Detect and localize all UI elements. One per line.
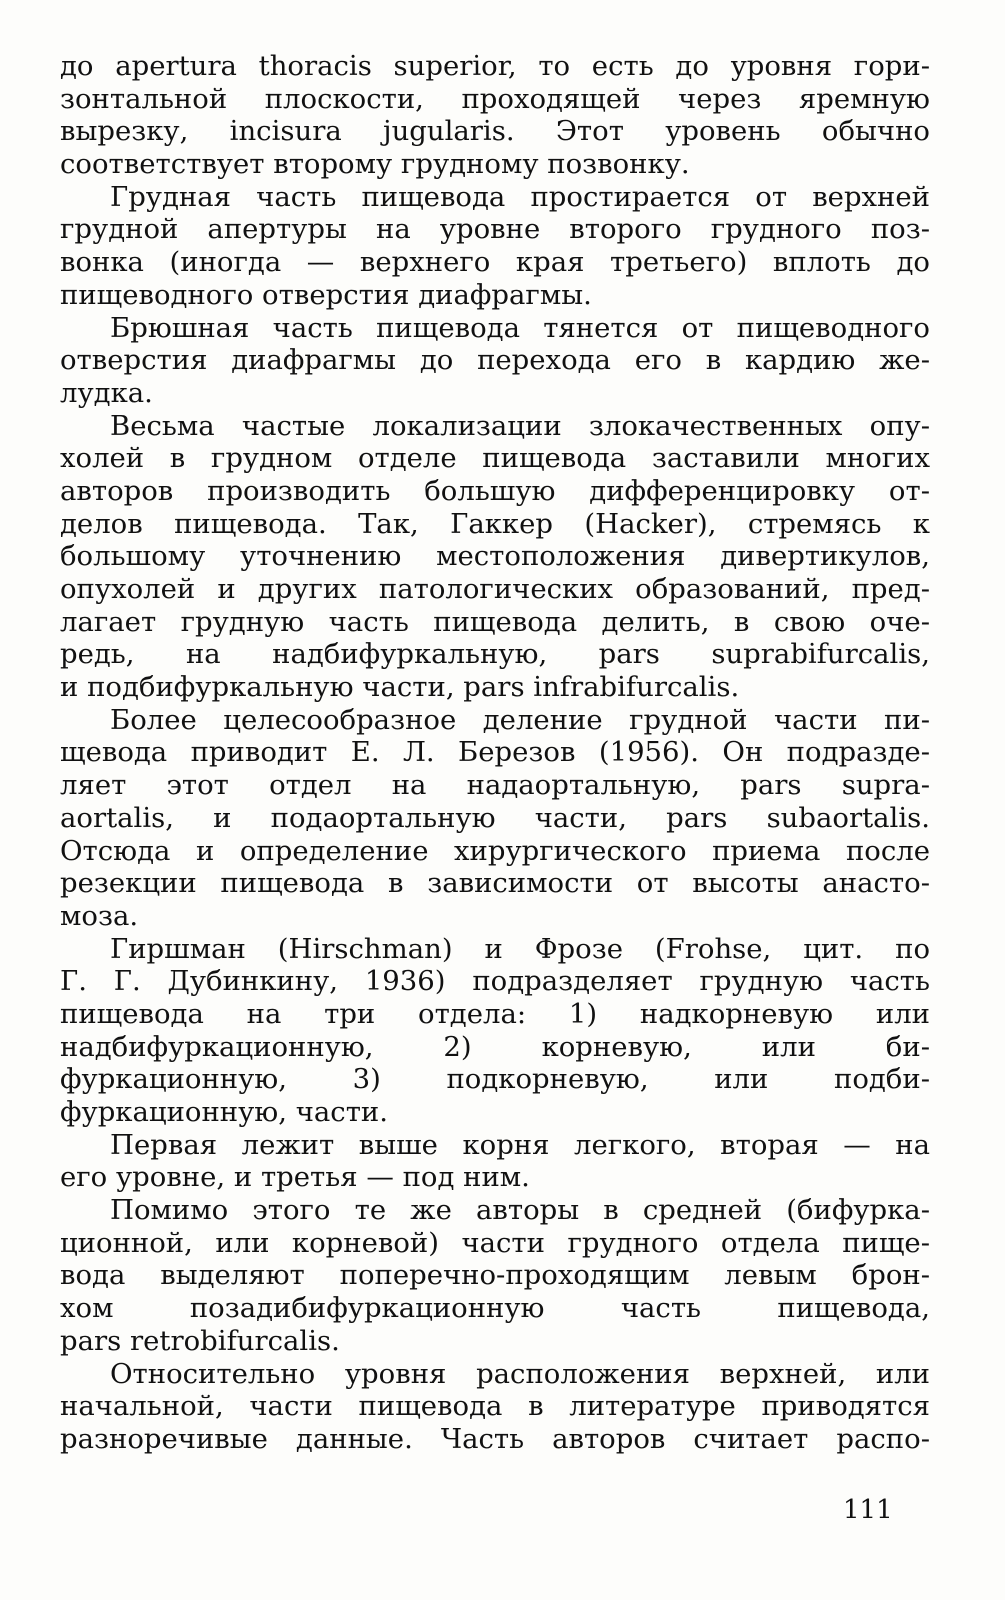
text-line: Более целесообразное деление грудной части пи- <box>110 703 930 736</box>
text-line: и подбифуркальную части, pars infrabifurcalis. <box>60 671 740 704</box>
text-line: aortalis, и подаортальную части, pars subaortalis. <box>60 801 930 834</box>
text-line: авторов производить большую дифференцировку от- <box>60 474 930 507</box>
text-line: пищеводного отверстия диафрагмы. <box>60 278 592 311</box>
text-line: фуркационную, 3) подкорневую, или подби- <box>60 1063 930 1096</box>
text-line: хом позадибифуркационную часть пищевода, <box>60 1292 930 1325</box>
text-line: грудной апертуры на уровне второго грудного поз- <box>60 213 930 246</box>
text-line: вонка (иногда — верхнего края третьего) вплоть до <box>60 246 930 279</box>
text-line: зонтальной плоскости, проходящей через яремную <box>60 82 930 115</box>
text-line: пищевода на три отдела: 1) надкорневую или <box>60 997 930 1030</box>
text-line: редь, на надбифуркальную, pars suprabifurcalis, <box>60 638 930 671</box>
text-line: резекции пищевода в зависимости от высоты анасто- <box>60 867 930 900</box>
text-line: вода выделяют поперечно-проходящим левым брон- <box>60 1259 930 1292</box>
text-line: Относительно уровня расположения верхней, или <box>110 1357 930 1390</box>
text-line: отверстия диафрагмы до перехода его в кардию же- <box>60 344 930 377</box>
text-line: делов пищевода. Так, Гаккер (Hacker), стремясь к <box>60 507 930 540</box>
text-line: надбифуркационную, 2) корневую, или би- <box>60 1030 930 1063</box>
text-line: Помимо этого те же авторы в средней (бифурка- <box>110 1194 930 1227</box>
text-line: моза. <box>60 899 139 932</box>
text-line: его уровне, и третья — под ним. <box>60 1161 530 1194</box>
text-line: начальной, части пищевода в литературе приводятся <box>60 1390 930 1423</box>
text-line: до apertura thoracis superior, то есть до уровня гори- <box>60 50 930 82</box>
text-line: разноречивые данные. Часть авторов считает распо- <box>60 1422 930 1455</box>
text-line: лагает грудную часть пищевода делить, в свою оче- <box>60 605 930 638</box>
text-line: холей в грудном отделе пищевода заставили многих <box>60 442 930 475</box>
page-number: 111 <box>843 1495 893 1525</box>
text-line: Грудная часть пищевода простирается от верхней <box>110 180 930 213</box>
text-line: фуркационную, части. <box>60 1096 388 1128</box>
text-line: опухолей и других патологических образований, пред- <box>60 573 930 605</box>
text-line: лудка. <box>60 376 153 409</box>
text-line: Отсюда и определение хирургического приема после <box>60 834 930 867</box>
text-line: щевода приводит Е. Л. Березов (1956). Он подразде- <box>60 736 930 769</box>
text-line: pars retrobifurcalis. <box>60 1324 340 1357</box>
text-line: Г. Г. Дубинкину, 1936) подразделяет грудную часть <box>60 965 930 998</box>
text-line: Первая лежит выше корня легкого, вторая — на <box>110 1128 930 1161</box>
text-line: ляет этот отдел на надаортальную, pars supra- <box>60 769 930 802</box>
text-line: Гиршман (Hirschman) и Фрозе (Frohse, цит. по <box>110 932 930 965</box>
text-line: соответствует второму грудному позвонку. <box>60 148 690 181</box>
text-line: Весьма частые локализации злокачественных опу- <box>110 409 930 442</box>
text-line: большому уточнению местоположения дивертикулов, <box>60 540 930 573</box>
text-line: вырезку, incisura jugularis. Этот уровень обычно <box>60 115 930 148</box>
text-line: Брюшная часть пищевода тянется от пищеводного <box>110 311 930 344</box>
text-line: ционной, или корневой) части грудного отдела пище- <box>60 1226 930 1259</box>
body-text <box>60 50 930 1456</box>
